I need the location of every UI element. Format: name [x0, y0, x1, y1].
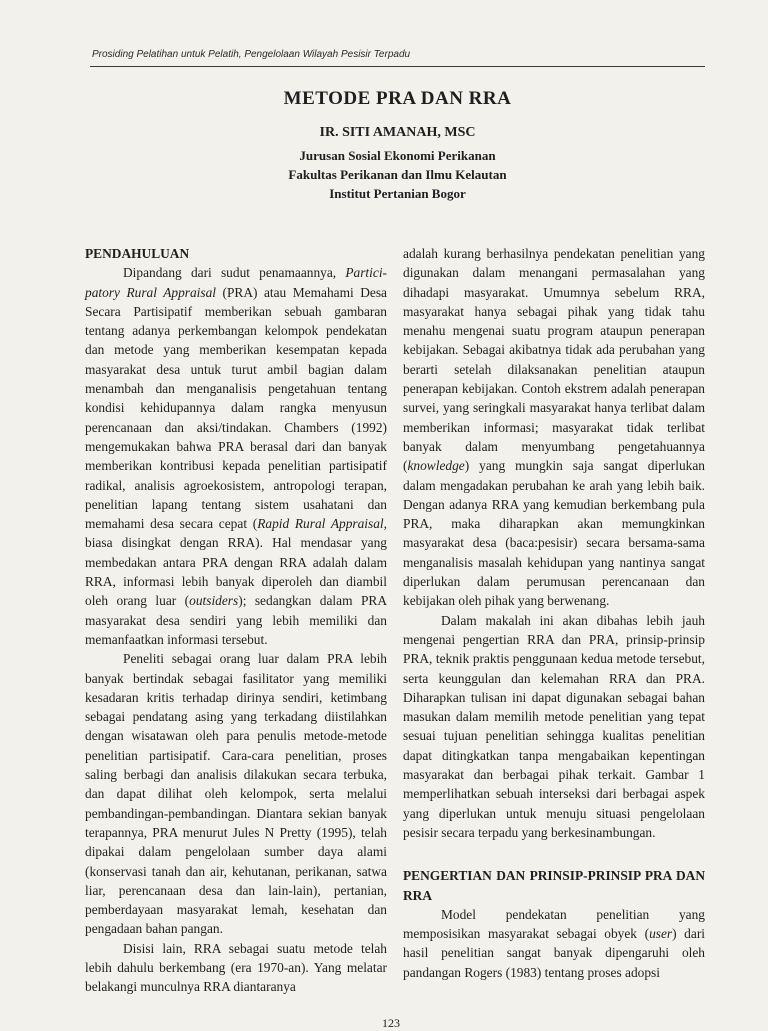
paragraph: Dalam makalah ini akan dibahas lebih jauh mengenai pengertian RRA dan PRA, prinsip-prinsip PRA, teknik praktis penggunaan kedua metode tersebut, serta keunggulan dan kelemahan RRA dan PRA. Diharapkan tulisan ini dapat digunakan sebagai bahan masukan dalam memilih metode penelitian yang tepat sesuai tujuan penelitian sehingga kualitas penelitian dapat ditingkatkan tanpa mengabaikan kepentingan masyarakat dan berbagai pihak terkait. Gambar 1 memperlihatkan sebuah interseksi dari berbagai aspek yang diperlukan untuk menuju situasi pengelolaan pesisir secara terpadu yang berkesinambungan.	[403, 612, 705, 840]
paragraph: Dipandang dari sudut penamaannya, Partici-patory Rural Appraisal (PRA) atau Memahami Desa Secara Partisipatif memberikan sebuah gambaran tentang adanya perkembangan kelompok pendekatan dan metode yang memberikan kesempatan kepada masyarakat desa untuk turut ambil bagian dalam menambah dan menganalisis pengetahuan tentang kondisi kehidupannya dalam rangka menyusun perencanaan dan aksi/tindakan. Chambers (1992) mengemukakan bahwa PRA berasal dari dan banyak memberikan kontribusi kepada penelitian partisipatif radikal, analisis agroekosistem, antropologi terapan, penelitian lapang tentang sistem usahatani dan memahami desa secara cepat (Rapid Rural Appraisal, biasa disingkat dengan RRA). Hal mendasar yang membedakan antara PRA dengan RRA adalah dalam RRA, informasi lebih banyak diperoleh dan diambil oleh orang luar (outsiders); sedangkan dalam PRA masyarakat desa sendiri yang lebih memiliki dan memanfaatkan informasi tersebut.	[85, 265, 388, 647]
paragraph: Disisi lain, RRA sebagai suatu metode telah lebih dahulu berkembang (era 1970-an). Yang melatar belakangi munculnya RRA diantaranya	[85, 940, 387, 995]
affiliation-department: Jurusan Sosial Ekonomi Perikanan	[299, 148, 496, 163]
affiliation-institute: Institut Pertanian Bogor	[329, 186, 466, 201]
section-heading-pendahuluan: PENDAHULUAN	[85, 246, 190, 261]
paragraph: adalah kurang berhasilnya pendekatan penelitian yang digunakan dalam menangani permasalahan yang dihadapi masyarakat. Umumnya sebelum RRA, masyarakat hanya sebagai pihak yang tidak tahu menahu mengenai suatu program ataupun penerapan kebijakan. Sebagai akibatnya tidak ada perubahan yang berarti setelah dilaksanakan penelitian ataupun penerapan kebijakan. Contoh ekstrem adalah penerapan survei, yang seringkali masyarakat hanya terlibat dalam memberikan informasi; masyarakat tidak terlibat banyak dalam menyumbang pengetahuannya (knowledge) yang mungkin saja sangat diperlukan dalam mengadakan perubahan ke arah yang lebih baik. Dengan adanya RRA yang kemudian berkembang pula PRA, maka diharapkan akan memungkinkan masyarakat desa (baca:pesisir) secara bersama-sama menganalisis masalah kehidupan yang nantinya sangat diperlukan dalam perumusan perencanaan dan kebijakan oleh pihak yang berwenang.	[403, 246, 705, 609]
header-rule	[90, 66, 705, 67]
right-column	[403, 244, 705, 982]
paragraph: Model pendekatan penelitian yang memposisikan masyarakat sebagai obyek (user) dari hasil penelitian sangat banyak dipengaruhi oleh pandangan Rogers (1983) tentang proses adopsi	[403, 906, 705, 980]
author-name: IR. SITI AMANAH, MSC	[319, 125, 476, 140]
running-header: Prosiding Pelatihan untuk Pelatih, Pengelolaan Wilayah Pesisir Terpadu	[92, 49, 411, 60]
affiliation-faculty: Fakultas Perikanan dan Ilmu Kelautan	[288, 167, 507, 182]
left-column	[85, 244, 387, 997]
section-heading-pengertian: PENGERTIAN DAN PRINSIP-PRINSIP PRA DAN RRA	[403, 868, 705, 903]
page-number: 123	[382, 1016, 400, 1030]
paper-title: METODE PRA DAN RRA	[283, 88, 512, 109]
paragraph: Peneliti sebagai orang luar dalam PRA lebih banyak bertindak sebagai fasilitator yang memiliki kesadaran kritis terhadap dirinya sendiri, ketimbang sebagai pendatang asing yang terkadang diistilahkan dengan wisatawan oleh para penulis metode-metode penelitian partisipatif. Cara-cara penelitian, proses saling berbagi dan analisis dilakukan secara terbuka, dan dapat dilihat oleh kelompok, serta melalui pembandingan-pembandingan. Diantara sekian banyak terapannya, PRA menurut Jules N Pretty (1995), telah dipakai dalam pengelolaan sumber daya alami (konservasi tanah dan air, kehutanan, perikanan, satwa liar, perencanaan desa dan lain-lain), pertanian, pemberdayaan masyarakat lemah, kesehatan dan pengadaan bahan pangan.	[85, 651, 387, 937]
